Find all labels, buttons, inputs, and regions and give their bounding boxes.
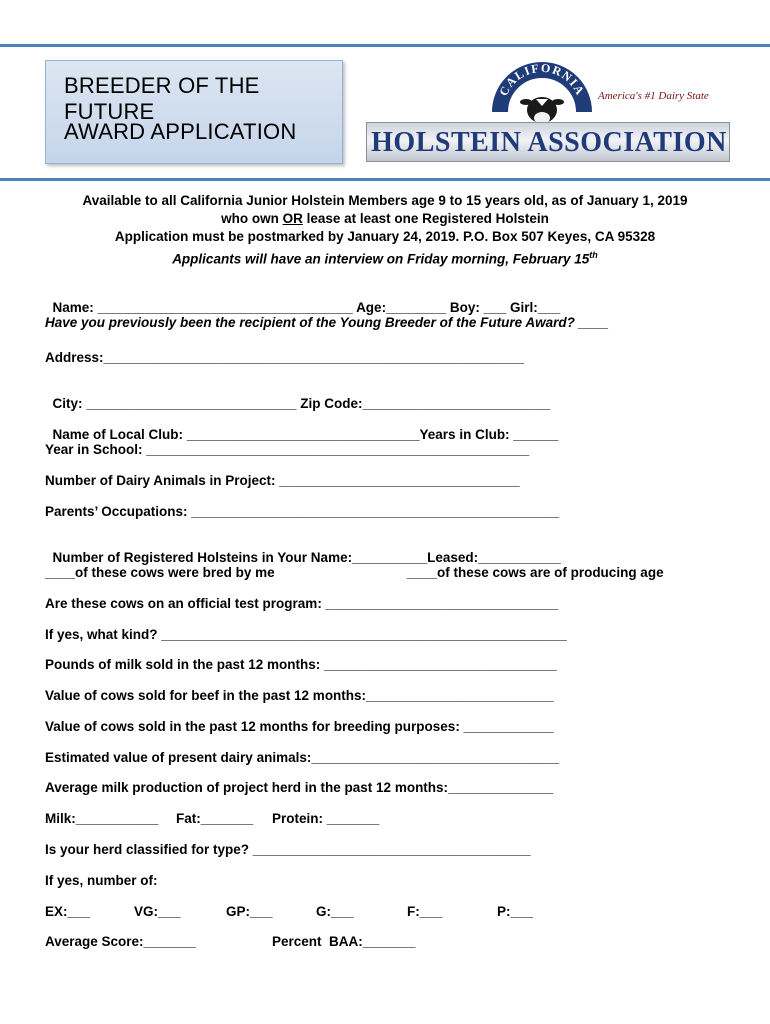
cows-bred-field[interactable]: ____of these cows were bred by me: [45, 565, 275, 580]
local-club-field[interactable]: Name of Local Club: _______________________________: [52, 427, 420, 442]
percent-baa-field[interactable]: Percent BAA:_______: [272, 934, 416, 949]
test-kind-field[interactable]: If yes, what kind? ______________________________________________________: [45, 627, 567, 642]
california-cow-seal-icon: [492, 52, 592, 130]
intro-block: [0, 192, 770, 269]
club-row: [45, 411, 558, 443]
seal-arc-text: CALIFORNIA: [496, 60, 588, 99]
cows-sold-breeding-field[interactable]: Value of cows sold in the past 12 months for breeding purposes: ____________: [45, 719, 554, 734]
address-field[interactable]: Address:________________________________________________________: [45, 350, 524, 365]
classification-counts-label: If yes, number of:: [45, 873, 158, 888]
title-line-1: BREEDER OF THE FUTURE: [64, 73, 260, 124]
svg-text:CALIFORNIA: [496, 61, 587, 98]
or-underlined: OR: [282, 211, 303, 226]
class-f-field[interactable]: F:___: [407, 904, 443, 919]
cows-sold-beef-field[interactable]: Value of cows sold for beef in the past 12 months:_________________________: [45, 688, 554, 703]
year-in-school-field[interactable]: Year in School: ___________________________________________________: [45, 442, 530, 457]
logo-banner: [366, 122, 730, 162]
city-zip-row: [45, 380, 550, 412]
top-rule: [0, 44, 770, 47]
registered-holsteins-field[interactable]: Number of Registered Holsteins in Your Name:__________: [52, 550, 428, 565]
dairy-animals-field[interactable]: Number of Dairy Animals in Project: ________________________________: [45, 473, 520, 488]
cows-producing-field[interactable]: ____of these cows are of producing age: [407, 565, 664, 580]
title-box: [45, 60, 343, 164]
postmark-text: Application must be postmarked by January 24, 2019. P.O. Box 507 Keyes, CA 95328: [114, 229, 656, 244]
interview-text: Applicants will have an interview on Friday morning, February 15th: [172, 250, 598, 267]
years-in-club-field[interactable]: Years in Club: ______: [419, 427, 559, 442]
milk-sold-field[interactable]: Pounds of milk sold in the past 12 months: _______________________________: [45, 657, 557, 672]
previous-recipient-field[interactable]: Have you previously been the recipient of the Young Breeder of the Future Award? ____: [45, 315, 609, 330]
logo-name: HOLSTEIN ASSOCIATION: [371, 127, 727, 158]
class-p-field[interactable]: P:___: [497, 904, 534, 919]
registered-holsteins-row: [45, 534, 561, 566]
parents-occupations-field[interactable]: Parents’ Occupations: _________________________________________________: [45, 504, 560, 519]
name-field[interactable]: Name: __________________________________: [52, 300, 353, 315]
name-row: [45, 284, 560, 316]
average-score-field[interactable]: Average Score:_______: [45, 934, 197, 949]
logo-tagline: America's #1 Dairy State: [598, 90, 709, 102]
class-gp-field[interactable]: GP:___: [226, 904, 273, 919]
age-field[interactable]: Age:________: [356, 300, 447, 315]
class-g-field[interactable]: G:___: [316, 904, 354, 919]
test-program-field[interactable]: Are these cows on an official test program: _______________________________: [45, 596, 559, 611]
class-ex-field[interactable]: EX:___: [45, 904, 91, 919]
milk-field[interactable]: Milk:___________: [45, 811, 159, 826]
fat-field[interactable]: Fat:_______: [176, 811, 254, 826]
present-value-field[interactable]: Estimated value of present dairy animals:_________________________________: [45, 750, 560, 765]
eligibility-text: Available to all California Junior Holstein Members age 9 to 15 years old, as of January 1, 2019: [82, 193, 688, 208]
header-bottom-rule: [0, 178, 770, 181]
title-line-2: AWARD APPLICATION: [64, 119, 297, 144]
leased-field[interactable]: Leased:___________: [427, 550, 561, 565]
zip-field[interactable]: Zip Code:_________________________: [300, 396, 551, 411]
classified-field[interactable]: Is your herd classified for type? _____________________________________: [45, 842, 531, 857]
girl-field[interactable]: Girl:___: [509, 300, 561, 315]
boy-field[interactable]: Boy: ___: [449, 300, 507, 315]
avg-milk-production-field[interactable]: Average milk production of project herd in the past 12 months:______________: [45, 780, 554, 795]
class-vg-field[interactable]: VG:___: [134, 904, 181, 919]
ownership-text: who own OR lease at least one Registered Holstein: [221, 211, 549, 226]
holstein-association-logo: [362, 52, 734, 167]
city-field[interactable]: City: ____________________________: [52, 396, 297, 411]
protein-field[interactable]: Protein: _______: [272, 811, 380, 826]
